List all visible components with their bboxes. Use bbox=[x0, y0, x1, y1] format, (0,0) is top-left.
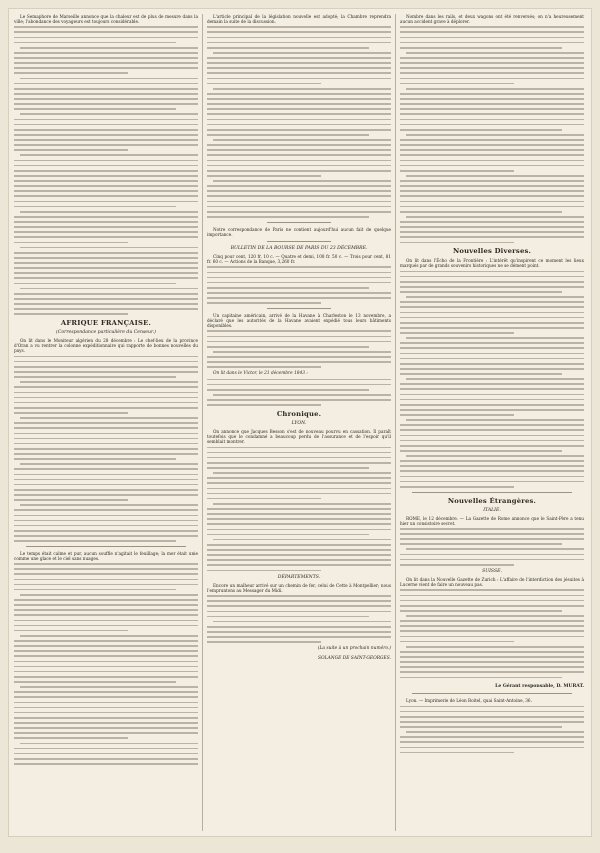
separator bbox=[267, 308, 331, 309]
text-block bbox=[400, 706, 584, 754]
paragraph: ROME, le 12 décembre. — La Gazette de Rome annonce que le Saint-Père a tenu hier un consistoire secret. bbox=[400, 515, 584, 526]
column-rule bbox=[202, 14, 203, 831]
section-heading: Nouvelles Diverses. bbox=[452, 247, 532, 256]
separator bbox=[412, 693, 572, 694]
feuilleton-signature: (La suite à un prochain numéro.) bbox=[317, 646, 391, 652]
text-block bbox=[207, 26, 391, 217]
column-rule bbox=[395, 14, 396, 831]
paragraph: Cinq pour cent, 120 fr. 10 c. — Quatre et demi, 108 fr. 50 c. — Trois pour cent, 81 fr. 60 c. — Actions de la Banque, 3,260 fr. bbox=[207, 254, 391, 265]
section-subheading: DÉPARTEMENTS. bbox=[277, 574, 321, 580]
paragraph: On lit dans la Nouvelle Gazette de Zurich : L'affaire de l'interdiction des jésuites à Lucerne vient de faire un nouveau pas. bbox=[400, 577, 584, 588]
feuilleton-author: SOLANGE DE SAINT-GEORGES. bbox=[318, 655, 391, 661]
paragraph: Le temps était calme et pur, aucun souffle n'agitait le feuillage; la mer était unie comme une glace et le ciel sans nuages. bbox=[14, 550, 198, 561]
text-block bbox=[14, 356, 198, 542]
section-subheading: ITALIE. bbox=[483, 507, 501, 513]
text-block bbox=[400, 26, 584, 243]
column-3 bbox=[400, 14, 584, 831]
column-2 bbox=[207, 14, 391, 831]
newspaper-page bbox=[8, 8, 592, 837]
paragraph: Lyon. — Imprimerie de Léon Boitel, quai Saint-Antoine, 36. bbox=[406, 698, 532, 704]
section-heading: Chronique. bbox=[276, 409, 322, 418]
text-block bbox=[400, 271, 584, 488]
separator bbox=[26, 546, 186, 547]
paragraph: Nombre dans les rails, et deux wagons ont été renversés; on n'a heureusement aucun accident grave à déplorer. bbox=[400, 14, 584, 25]
section-heading: AFRIQUE FRANÇAISE. bbox=[60, 319, 152, 327]
paragraph: L'article principal de la législation nouvelle est adopté; la Chambre reprendra demain la suite de la discussion. bbox=[207, 14, 391, 25]
paragraph: Notre correspondance de Paris ne contient aujourd'hui aucun fait de quelque importance. bbox=[207, 226, 391, 237]
bourse-heading: BULLETIN DE LA BOURSE DE PARIS DU 23 DÉCEMBRE. bbox=[230, 245, 368, 251]
text-block bbox=[207, 379, 391, 406]
text-block bbox=[14, 563, 198, 765]
paragraph: Encore un malheur arrivé sur un chemin de fer, celui de Cette à Montpellier; nous l'empruntons au Messager du Midi. bbox=[207, 582, 391, 593]
gerant-signature: Le Gérant responsable, D. MURAT. bbox=[495, 684, 584, 690]
section-subheading: SUISSE. bbox=[482, 568, 502, 574]
paragraph: Le Semaphore de Marseille annonce que la chaleur est de plus de mesure dans la ville; l'abondance des voyageurs est toujours considérable. bbox=[14, 14, 198, 25]
separator bbox=[267, 241, 331, 242]
text-block bbox=[207, 595, 391, 643]
text-block bbox=[207, 447, 391, 572]
section-heading: Nouvelles Étrangères. bbox=[447, 496, 537, 505]
section-subheading: (Correspondance particulière du Censeur.) bbox=[56, 330, 156, 335]
paragraph: On lit dans l'Écho de la Frontière : L'intérêt qu'inspirent ce moment les lieux marqués par de grands souvenirs historiques ne se dément point. bbox=[400, 258, 584, 269]
section-subheading: LYON. bbox=[291, 420, 307, 426]
dateline: On lit dans le Victor, le 21 décembre 1843 : bbox=[213, 371, 308, 377]
separator bbox=[267, 222, 331, 223]
text-block bbox=[400, 589, 584, 678]
paragraph: On annonce que Jacques Besson s'est de nouveau pourvu en cassation. Il paraît toutefois que le condamné a beaucoup perdu de l'assurance et de l'espoir qu'il semblait montrer. bbox=[207, 429, 391, 445]
text-block bbox=[14, 26, 198, 315]
paragraph: Un capitaine américain, arrivé de la Havane à Charleston le 13 novembre, a déclaré que les autorités de la Havane avaient expédié tous leurs bâtiments disponibles. bbox=[207, 312, 391, 329]
separator bbox=[412, 492, 572, 493]
text-block bbox=[207, 330, 391, 368]
paragraph: On lit dans le Moniteur algérien du 28 décembre : Le chef-lieu de la province d'Oran a vu rentrer la colonne expéditionnaire qui rapporte de bonnes nouvelles du pays. bbox=[14, 338, 198, 354]
text-block bbox=[207, 266, 391, 304]
text-block bbox=[400, 528, 584, 566]
column-1 bbox=[14, 14, 198, 831]
